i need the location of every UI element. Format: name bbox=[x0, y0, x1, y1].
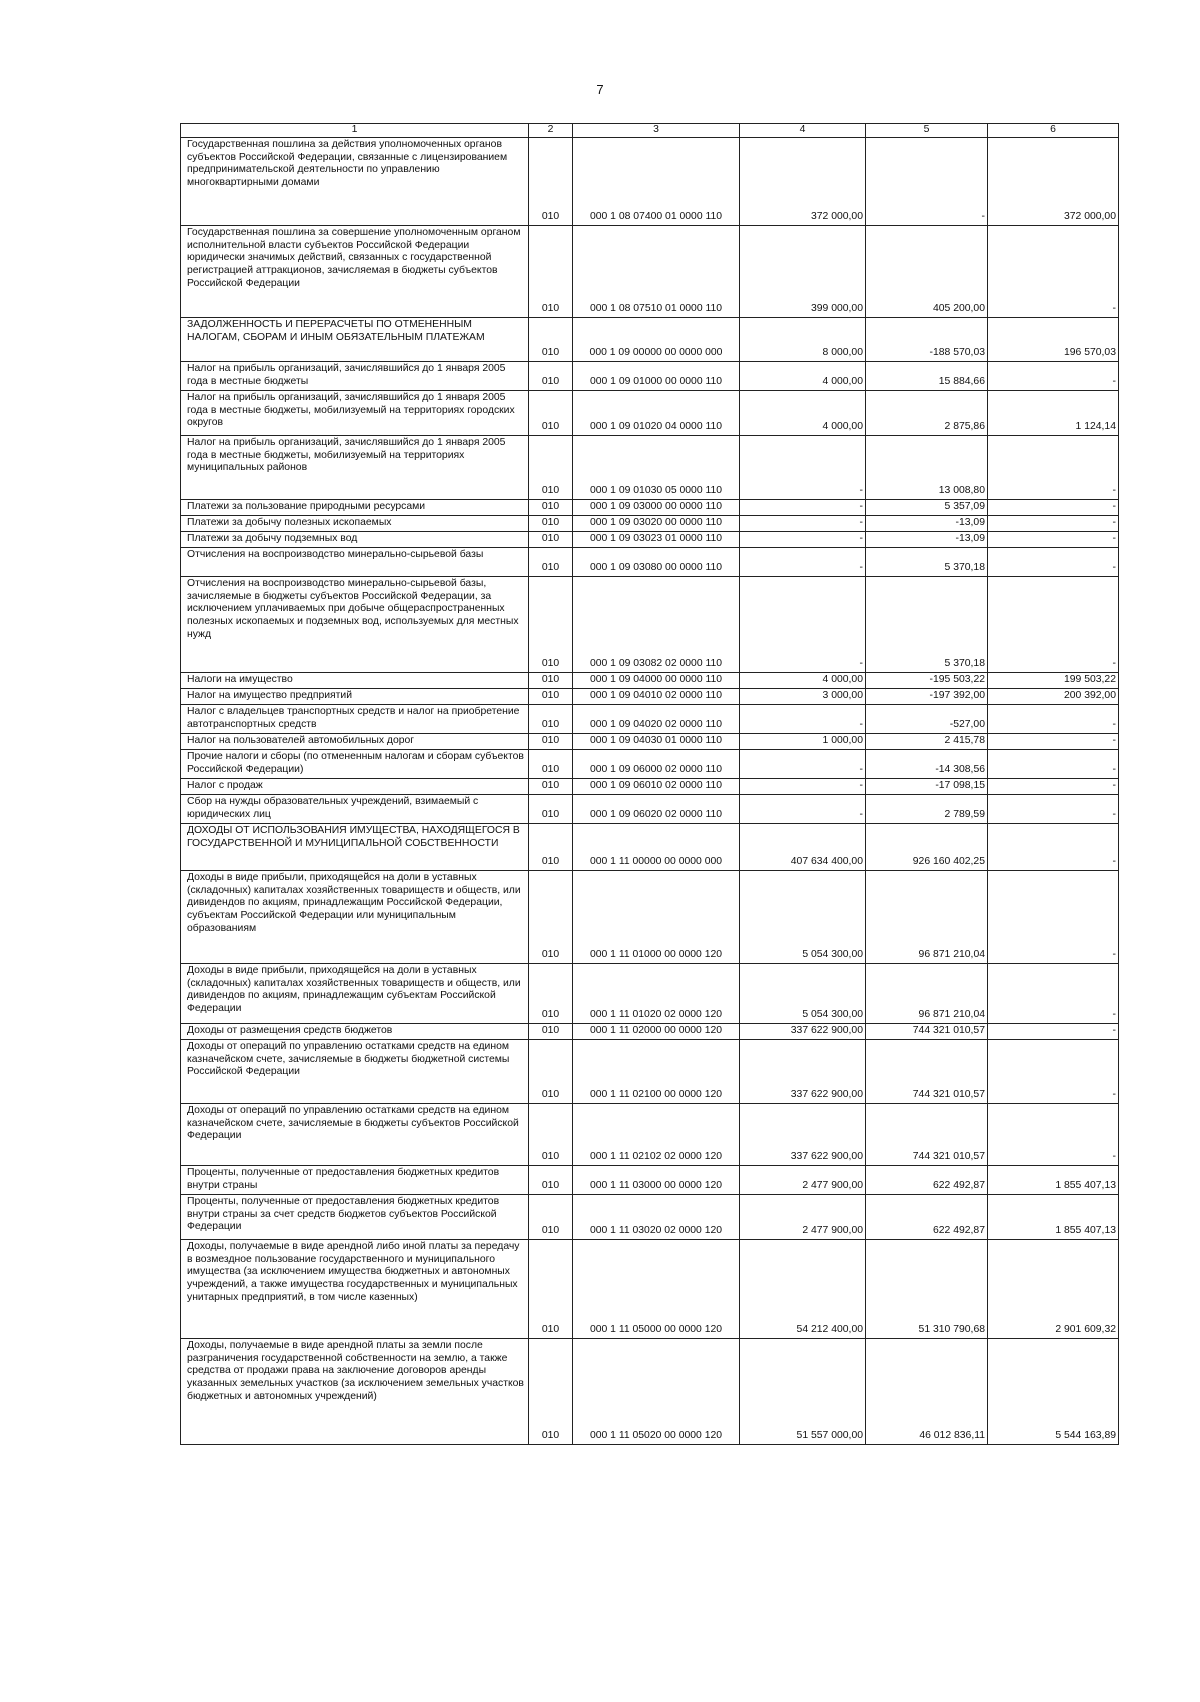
table-row bbox=[181, 436, 1119, 500]
row-col6-cell: - bbox=[988, 964, 1119, 1024]
column-header-2: 2 bbox=[529, 124, 573, 138]
row-code-cell: 010 bbox=[529, 779, 573, 795]
row-name-cell: Налог с владельцев транспортных средств и налог на приобретение автотранспортных средств bbox=[181, 705, 529, 734]
row-kbk-cell: 000 1 09 03023 01 0000 110 bbox=[573, 532, 740, 548]
row-col4-cell: 337 622 900,00 bbox=[740, 1040, 866, 1104]
row-kbk-cell: 000 1 08 07510 01 0000 110 bbox=[573, 226, 740, 318]
row-col4-cell: 2 477 900,00 bbox=[740, 1195, 866, 1240]
row-name-cell: Государственная пошлина за действия уполномоченных органов субъектов Российской Федерации, связанные с лицензированием предпринимательской деятельности по управлению многоквартирными домами bbox=[181, 138, 529, 226]
row-kbk-cell: 000 1 11 02000 00 0000 120 bbox=[573, 1024, 740, 1040]
row-name-cell: Государственная пошлина за совершение уполномоченным органом исполнительной власти субъектов Российской Федерации юридически значимых действий, связанных с государственной регистрацией аттракционов, зачисляемая в бюджеты субъектов Российской Федерации bbox=[181, 226, 529, 318]
row-col6-cell: - bbox=[988, 779, 1119, 795]
row-code-cell: 010 bbox=[529, 391, 573, 436]
row-kbk-cell: 000 1 11 01020 02 0000 120 bbox=[573, 964, 740, 1024]
row-code-cell: 010 bbox=[529, 226, 573, 318]
row-col5-cell: -13,09 bbox=[866, 516, 988, 532]
row-code-cell: 010 bbox=[529, 734, 573, 750]
row-col4-cell: - bbox=[740, 577, 866, 673]
row-col5-cell: - bbox=[866, 138, 988, 226]
row-col5-cell: 744 321 010,57 bbox=[866, 1104, 988, 1166]
row-col5-cell: 51 310 790,68 bbox=[866, 1240, 988, 1339]
row-kbk-cell: 000 1 09 06000 02 0000 110 bbox=[573, 750, 740, 779]
row-kbk-cell: 000 1 09 03080 00 0000 110 bbox=[573, 548, 740, 577]
row-name-cell: Отчисления на воспроизводство минерально-сырьевой базы bbox=[181, 548, 529, 577]
row-code-cell: 010 bbox=[529, 532, 573, 548]
row-col6-cell: - bbox=[988, 1040, 1119, 1104]
row-name-cell: Доходы, получаемые в виде арендной либо иной платы за передачу в возмездное пользование государственного и муниципального имущества (за исключением имущества бюджетных и автономных учреждений, а также имущества государственных и муниципальных унитарных предприятий, в том числе казенных) bbox=[181, 1240, 529, 1339]
row-name-cell: Налог на прибыль организаций, зачислявшийся до 1 января 2005 года в местные бюджеты, мобилизуемый на территориях городских округов bbox=[181, 391, 529, 436]
table-row bbox=[181, 824, 1119, 871]
row-col6-cell: - bbox=[988, 577, 1119, 673]
row-col4-cell: - bbox=[740, 705, 866, 734]
table-row bbox=[181, 577, 1119, 673]
row-code-cell: 010 bbox=[529, 138, 573, 226]
row-name-cell: Отчисления на воспроизводство минерально-сырьевой базы, зачисляемые в бюджеты субъектов Российской Федерации, за исключением уплачиваемых при добыче общераспространенных полезных ископаемых и подземных вод, используемых для местных нужд bbox=[181, 577, 529, 673]
table-row bbox=[181, 1024, 1119, 1040]
row-kbk-cell: 000 1 11 03020 02 0000 120 bbox=[573, 1195, 740, 1240]
row-col4-cell: - bbox=[740, 750, 866, 779]
row-kbk-cell: 000 1 08 07400 01 0000 110 bbox=[573, 138, 740, 226]
table-row bbox=[181, 734, 1119, 750]
table-row bbox=[181, 871, 1119, 964]
table-row bbox=[181, 548, 1119, 577]
table-row bbox=[181, 318, 1119, 362]
row-name-cell: Доходы в виде прибыли, приходящейся на доли в уставных (складочных) капиталах хозяйственных товариществ и обществ, или дивидендов по акциям, принадлежащим Российской Федерации, субъектам Российской Федерации или муниципальным образованиям bbox=[181, 871, 529, 964]
table-row bbox=[181, 964, 1119, 1024]
table-row bbox=[181, 500, 1119, 516]
row-col5-cell: 5 370,18 bbox=[866, 577, 988, 673]
row-col5-cell: 2 789,59 bbox=[866, 795, 988, 824]
row-code-cell: 010 bbox=[529, 500, 573, 516]
row-col4-cell: - bbox=[740, 532, 866, 548]
row-col4-cell: 54 212 400,00 bbox=[740, 1240, 866, 1339]
row-col4-cell: 337 622 900,00 bbox=[740, 1024, 866, 1040]
row-name-cell: Доходы от операций по управлению остатками средств на едином казначейском счете, зачисляемые в бюджеты субъектов Российской Федерации bbox=[181, 1104, 529, 1166]
row-code-cell: 010 bbox=[529, 548, 573, 577]
page-number: 7 bbox=[596, 82, 604, 97]
row-col4-cell: - bbox=[740, 548, 866, 577]
row-kbk-cell: 000 1 11 00000 00 0000 000 bbox=[573, 824, 740, 871]
row-col4-cell: 2 477 900,00 bbox=[740, 1166, 866, 1195]
row-col5-cell: 2 875,86 bbox=[866, 391, 988, 436]
column-header-1: 1 bbox=[181, 124, 529, 138]
row-name-cell: Налоги на имущество bbox=[181, 673, 529, 689]
row-col6-cell: - bbox=[988, 871, 1119, 964]
row-col6-cell: 196 570,03 bbox=[988, 318, 1119, 362]
column-number-header bbox=[181, 124, 1119, 138]
row-code-cell: 010 bbox=[529, 1339, 573, 1445]
table-row bbox=[181, 689, 1119, 705]
row-kbk-cell: 000 1 11 05000 00 0000 120 bbox=[573, 1240, 740, 1339]
row-col5-cell: 622 492,87 bbox=[866, 1166, 988, 1195]
row-col6-cell: - bbox=[988, 1104, 1119, 1166]
row-col4-cell: 3 000,00 bbox=[740, 689, 866, 705]
row-name-cell: Налог на прибыль организаций, зачислявшийся до 1 января 2005 года в местные бюджеты, мобилизуемый на территориях муниципальных районов bbox=[181, 436, 529, 500]
row-col5-cell: -527,00 bbox=[866, 705, 988, 734]
row-col6-cell: - bbox=[988, 226, 1119, 318]
table-row bbox=[181, 705, 1119, 734]
row-code-cell: 010 bbox=[529, 689, 573, 705]
row-col4-cell: 4 000,00 bbox=[740, 362, 866, 391]
table-row bbox=[181, 1339, 1119, 1445]
revenue-table bbox=[180, 123, 1119, 1445]
row-kbk-cell: 000 1 11 02100 00 0000 120 bbox=[573, 1040, 740, 1104]
table-row bbox=[181, 1240, 1119, 1339]
row-kbk-cell: 000 1 11 01000 00 0000 120 bbox=[573, 871, 740, 964]
row-name-cell: ДОХОДЫ ОТ ИСПОЛЬЗОВАНИЯ ИМУЩЕСТВА, НАХОДЯЩЕГОСЯ В ГОСУДАРСТВЕННОЙ И МУНИЦИПАЛЬНОЙ СОБСТВЕННОСТИ bbox=[181, 824, 529, 871]
row-code-cell: 010 bbox=[529, 1040, 573, 1104]
row-kbk-cell: 000 1 09 04000 00 0000 110 bbox=[573, 673, 740, 689]
row-col4-cell: - bbox=[740, 516, 866, 532]
row-col5-cell: 96 871 210,04 bbox=[866, 964, 988, 1024]
row-col4-cell: 5 054 300,00 bbox=[740, 964, 866, 1024]
table-row bbox=[181, 138, 1119, 226]
row-col6-cell: 5 544 163,89 bbox=[988, 1339, 1119, 1445]
row-col4-cell: - bbox=[740, 779, 866, 795]
row-name-cell: Платежи за добычу подземных вод bbox=[181, 532, 529, 548]
row-kbk-cell: 000 1 09 06010 02 0000 110 bbox=[573, 779, 740, 795]
row-name-cell: Налог на прибыль организаций, зачислявшийся до 1 января 2005 года в местные бюджеты bbox=[181, 362, 529, 391]
row-col6-cell: - bbox=[988, 705, 1119, 734]
row-code-cell: 010 bbox=[529, 1195, 573, 1240]
row-col5-cell: 744 321 010,57 bbox=[866, 1024, 988, 1040]
table-row bbox=[181, 795, 1119, 824]
row-kbk-cell: 000 1 09 03020 00 0000 110 bbox=[573, 516, 740, 532]
row-code-cell: 010 bbox=[529, 436, 573, 500]
row-col5-cell: -13,09 bbox=[866, 532, 988, 548]
row-code-cell: 010 bbox=[529, 362, 573, 391]
row-col5-cell: 46 012 836,11 bbox=[866, 1339, 988, 1445]
row-col5-cell: 926 160 402,25 bbox=[866, 824, 988, 871]
column-header-3: 3 bbox=[573, 124, 740, 138]
row-col6-cell: - bbox=[988, 362, 1119, 391]
row-col4-cell: 8 000,00 bbox=[740, 318, 866, 362]
row-col6-cell: - bbox=[988, 516, 1119, 532]
row-col5-cell: 405 200,00 bbox=[866, 226, 988, 318]
row-name-cell: Прочие налоги и сборы (по отмененным налогам и сборам субъектов Российской Федерации) bbox=[181, 750, 529, 779]
table-row bbox=[181, 532, 1119, 548]
row-name-cell: Доходы от размещения средств бюджетов bbox=[181, 1024, 529, 1040]
row-col5-cell: -14 308,56 bbox=[866, 750, 988, 779]
row-col6-cell: - bbox=[988, 750, 1119, 779]
table-row bbox=[181, 226, 1119, 318]
row-name-cell: Проценты, полученные от предоставления бюджетных кредитов внутри страны за счет средств бюджетов субъектов Российской Федерации bbox=[181, 1195, 529, 1240]
row-col4-cell: 1 000,00 bbox=[740, 734, 866, 750]
row-name-cell: Налог с продаж bbox=[181, 779, 529, 795]
table-row bbox=[181, 362, 1119, 391]
table-row bbox=[181, 1040, 1119, 1104]
row-col4-cell: - bbox=[740, 795, 866, 824]
row-kbk-cell: 000 1 09 01020 04 0000 110 bbox=[573, 391, 740, 436]
row-col4-cell: 337 622 900,00 bbox=[740, 1104, 866, 1166]
row-code-cell: 010 bbox=[529, 318, 573, 362]
column-header-5: 5 bbox=[866, 124, 988, 138]
row-code-cell: 010 bbox=[529, 795, 573, 824]
row-col4-cell: 4 000,00 bbox=[740, 673, 866, 689]
row-col5-cell: 5 357,09 bbox=[866, 500, 988, 516]
row-name-cell: Доходы в виде прибыли, приходящейся на доли в уставных (складочных) капиталах хозяйственных товариществ и обществ, или дивидендов по акциям, принадлежащим субъектам Российской Федерации bbox=[181, 964, 529, 1024]
row-col6-cell: 1 855 407,13 bbox=[988, 1166, 1119, 1195]
row-col6-cell: - bbox=[988, 532, 1119, 548]
row-code-cell: 010 bbox=[529, 871, 573, 964]
row-col6-cell: 372 000,00 bbox=[988, 138, 1119, 226]
row-col6-cell: - bbox=[988, 795, 1119, 824]
row-col4-cell: 372 000,00 bbox=[740, 138, 866, 226]
row-kbk-cell: 000 1 11 05020 00 0000 120 bbox=[573, 1339, 740, 1445]
row-name-cell: Платежи за пользование природными ресурсами bbox=[181, 500, 529, 516]
row-col4-cell: - bbox=[740, 500, 866, 516]
row-col6-cell: - bbox=[988, 548, 1119, 577]
row-name-cell: Налог на пользователей автомобильных дорог bbox=[181, 734, 529, 750]
row-col4-cell: 5 054 300,00 bbox=[740, 871, 866, 964]
row-kbk-cell: 000 1 09 06020 02 0000 110 bbox=[573, 795, 740, 824]
row-col6-cell: - bbox=[988, 1024, 1119, 1040]
row-code-cell: 010 bbox=[529, 1024, 573, 1040]
row-kbk-cell: 000 1 11 03000 00 0000 120 bbox=[573, 1166, 740, 1195]
row-code-cell: 010 bbox=[529, 1166, 573, 1195]
row-code-cell: 010 bbox=[529, 516, 573, 532]
row-name-cell: Доходы, получаемые в виде арендной платы за земли после разграничения государственной собственности на землю, а также средства от продажи права на заключение договоров аренды указанных земельных участков (за исключением земельных участков бюджетных и автономных учреждений) bbox=[181, 1339, 529, 1445]
row-col5-cell: -197 392,00 bbox=[866, 689, 988, 705]
row-kbk-cell: 000 1 09 00000 00 0000 000 bbox=[573, 318, 740, 362]
table-row bbox=[181, 1195, 1119, 1240]
table-row bbox=[181, 673, 1119, 689]
row-col5-cell: 13 008,80 bbox=[866, 436, 988, 500]
row-col5-cell: -17 098,15 bbox=[866, 779, 988, 795]
row-kbk-cell: 000 1 09 03000 00 0000 110 bbox=[573, 500, 740, 516]
row-col6-cell: 199 503,22 bbox=[988, 673, 1119, 689]
row-col5-cell: 15 884,66 bbox=[866, 362, 988, 391]
row-kbk-cell: 000 1 09 04030 01 0000 110 bbox=[573, 734, 740, 750]
row-name-cell: Налог на имущество предприятий bbox=[181, 689, 529, 705]
row-col5-cell: -195 503,22 bbox=[866, 673, 988, 689]
table-row bbox=[181, 1166, 1119, 1195]
row-col6-cell: - bbox=[988, 824, 1119, 871]
column-header-6: 6 bbox=[988, 124, 1119, 138]
table-row bbox=[181, 391, 1119, 436]
row-kbk-cell: 000 1 11 02102 02 0000 120 bbox=[573, 1104, 740, 1166]
row-col4-cell: - bbox=[740, 436, 866, 500]
table-row bbox=[181, 779, 1119, 795]
table-row bbox=[181, 516, 1119, 532]
row-name-cell: ЗАДОЛЖЕННОСТЬ И ПЕРЕРАСЧЕТЫ ПО ОТМЕНЕННЫМ НАЛОГАМ, СБОРАМ И ИНЫМ ОБЯЗАТЕЛЬНЫМ ПЛАТЕЖАМ bbox=[181, 318, 529, 362]
row-col5-cell: 5 370,18 bbox=[866, 548, 988, 577]
row-col6-cell: - bbox=[988, 500, 1119, 516]
row-kbk-cell: 000 1 09 01030 05 0000 110 bbox=[573, 436, 740, 500]
row-code-cell: 010 bbox=[529, 673, 573, 689]
row-col6-cell: 2 901 609,32 bbox=[988, 1240, 1119, 1339]
row-col4-cell: 399 000,00 bbox=[740, 226, 866, 318]
column-header-4: 4 bbox=[740, 124, 866, 138]
row-col6-cell: 200 392,00 bbox=[988, 689, 1119, 705]
row-col6-cell: - bbox=[988, 436, 1119, 500]
row-name-cell: Платежи за добычу полезных ископаемых bbox=[181, 516, 529, 532]
row-col4-cell: 51 557 000,00 bbox=[740, 1339, 866, 1445]
row-kbk-cell: 000 1 09 01000 00 0000 110 bbox=[573, 362, 740, 391]
row-name-cell: Доходы от операций по управлению остатками средств на едином казначейском счете, зачисляемые в бюджеты бюджетной системы Российской Федерации bbox=[181, 1040, 529, 1104]
row-code-cell: 010 bbox=[529, 577, 573, 673]
row-col6-cell: 1 124,14 bbox=[988, 391, 1119, 436]
row-col5-cell: -188 570,03 bbox=[866, 318, 988, 362]
row-col4-cell: 407 634 400,00 bbox=[740, 824, 866, 871]
row-kbk-cell: 000 1 09 04010 02 0000 110 bbox=[573, 689, 740, 705]
row-col5-cell: 622 492,87 bbox=[866, 1195, 988, 1240]
row-col5-cell: 96 871 210,04 bbox=[866, 871, 988, 964]
row-name-cell: Сбор на нужды образовательных учреждений, взимаемый с юридических лиц bbox=[181, 795, 529, 824]
row-col4-cell: 4 000,00 bbox=[740, 391, 866, 436]
row-code-cell: 010 bbox=[529, 824, 573, 871]
row-kbk-cell: 000 1 09 04020 02 0000 110 bbox=[573, 705, 740, 734]
row-col5-cell: 2 415,78 bbox=[866, 734, 988, 750]
row-code-cell: 010 bbox=[529, 1240, 573, 1339]
row-code-cell: 010 bbox=[529, 750, 573, 779]
row-kbk-cell: 000 1 09 03082 02 0000 110 bbox=[573, 577, 740, 673]
row-col6-cell: - bbox=[988, 734, 1119, 750]
row-code-cell: 010 bbox=[529, 1104, 573, 1166]
row-col6-cell: 1 855 407,13 bbox=[988, 1195, 1119, 1240]
row-code-cell: 010 bbox=[529, 964, 573, 1024]
table-row bbox=[181, 1104, 1119, 1166]
row-name-cell: Проценты, полученные от предоставления бюджетных кредитов внутри страны bbox=[181, 1166, 529, 1195]
row-code-cell: 010 bbox=[529, 705, 573, 734]
row-col5-cell: 744 321 010,57 bbox=[866, 1040, 988, 1104]
table-row bbox=[181, 750, 1119, 779]
